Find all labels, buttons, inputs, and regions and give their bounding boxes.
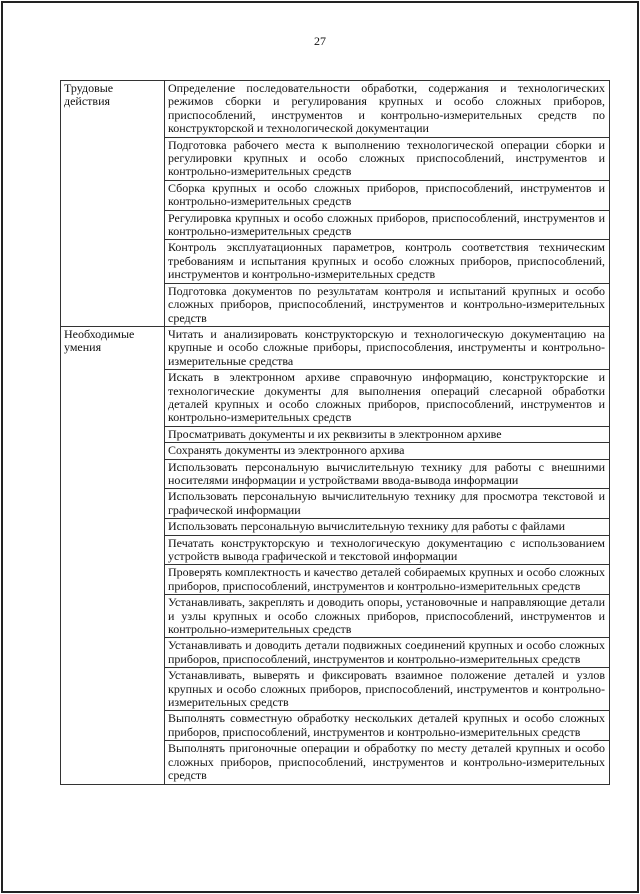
requirement-item: Подготовка рабочего места к выполнению технологической операции сборки и регулировки крупных и особо сложных приспособлений, инструментов и контрольно-измерительных средств (165, 137, 610, 180)
requirement-item: Использовать персональную вычислительную технику для работы с внешними носителями информации и устройствами ввода-вывода информации (165, 459, 610, 489)
table-row (61, 326, 610, 369)
section-label: Необходимые умения (64, 326, 135, 355)
requirement-item: Сборка крупных и особо сложных приборов, приспособлений, инструментов и контрольно-измерительных средств (165, 180, 610, 210)
page-number: 27 (314, 34, 326, 48)
requirement-item: Устанавливать, выверять и фиксировать взаимное положение деталей и узлов крупных и особо сложных приборов, приспособлений, инструментов и контрольно-измерительных средств (165, 668, 610, 711)
requirement-item: Устанавливать, закреплять и доводить опоры, установочные и направляющие детали и узлы крупных и особо сложных приборов, приспособлений, инструментов и контрольно-измерительных средств (165, 595, 610, 638)
requirement-item: Просматривать документы и их реквизиты в электронном архиве (165, 426, 610, 442)
requirement-item: Искать в электронном архиве справочную информацию, конструкторские и технологические документы для выполнения операций слесарной обработки деталей крупных и особо сложных приборов, приспособлений, инструментов и контрольно-измерительных средств (165, 370, 610, 427)
requirement-item: Сохранять документы из электронного архива (165, 443, 610, 459)
section-label-cell (61, 81, 165, 327)
table-row (61, 81, 610, 138)
requirement-item: Печатать конструкторскую и технологическую документацию с использованием устройств вывода графической и текстовой информации (165, 535, 610, 565)
requirement-item: Выполнять пригоночные операции и обработку по месту деталей крупных и особо сложных приборов, приспособлений, инструментов и контрольно-измерительных средств (165, 741, 610, 784)
requirement-item: Читать и анализировать конструкторскую и технологическую документацию на крупные и особо сложные приборы, приспособления, инструменты и контрольно-измерительные средства (165, 326, 610, 369)
requirement-item: Регулировка крупных и особо сложных приборов, приспособлений, инструментов и контрольно-измерительных средств (165, 210, 610, 240)
section-label: Трудовые действия (64, 81, 114, 109)
requirement-item: Контроль эксплуатационных параметров, контроль соответствия техническим требованиям и испытания крупных и особо сложных приборов, приспособлений, инструментов и контрольно-измерительных средств (165, 240, 610, 283)
section-label-cell (61, 326, 165, 784)
requirement-item: Подготовка документов по результатам контроля и испытаний крупных и особо сложных приборов, приспособлений, инструментов и контрольно-измерительных средств (165, 283, 610, 326)
requirement-item: Выполнять совместную обработку нескольких деталей крупных и особо сложных приборов, приспособлений, инструментов и контрольно-измерительных средств (165, 711, 610, 741)
requirement-item: Проверять комплектность и качество деталей собираемых крупных и особо сложных приборов, приспособлений, инструментов и контрольно-измерительных средств (165, 565, 610, 595)
requirement-item: Использовать персональную вычислительную технику для работы с файлами (165, 519, 610, 535)
requirement-item: Определение последовательности обработки, содержания и технологических режимов сборки и регулирования крупных и особо сложных приборов, приспособлений, инструментов и контрольно-измерительных средств по конструкторской и технологической документации (165, 81, 610, 138)
requirement-item: Использовать персональную вычислительную технику для просмотра текстовой и графической информации (165, 489, 610, 519)
requirement-item: Устанавливать и доводить детали подвижных соединений крупных и особо сложных приборов, приспособлений, инструментов и контрольно-измерительных средств (165, 638, 610, 668)
requirements-table (60, 80, 610, 785)
